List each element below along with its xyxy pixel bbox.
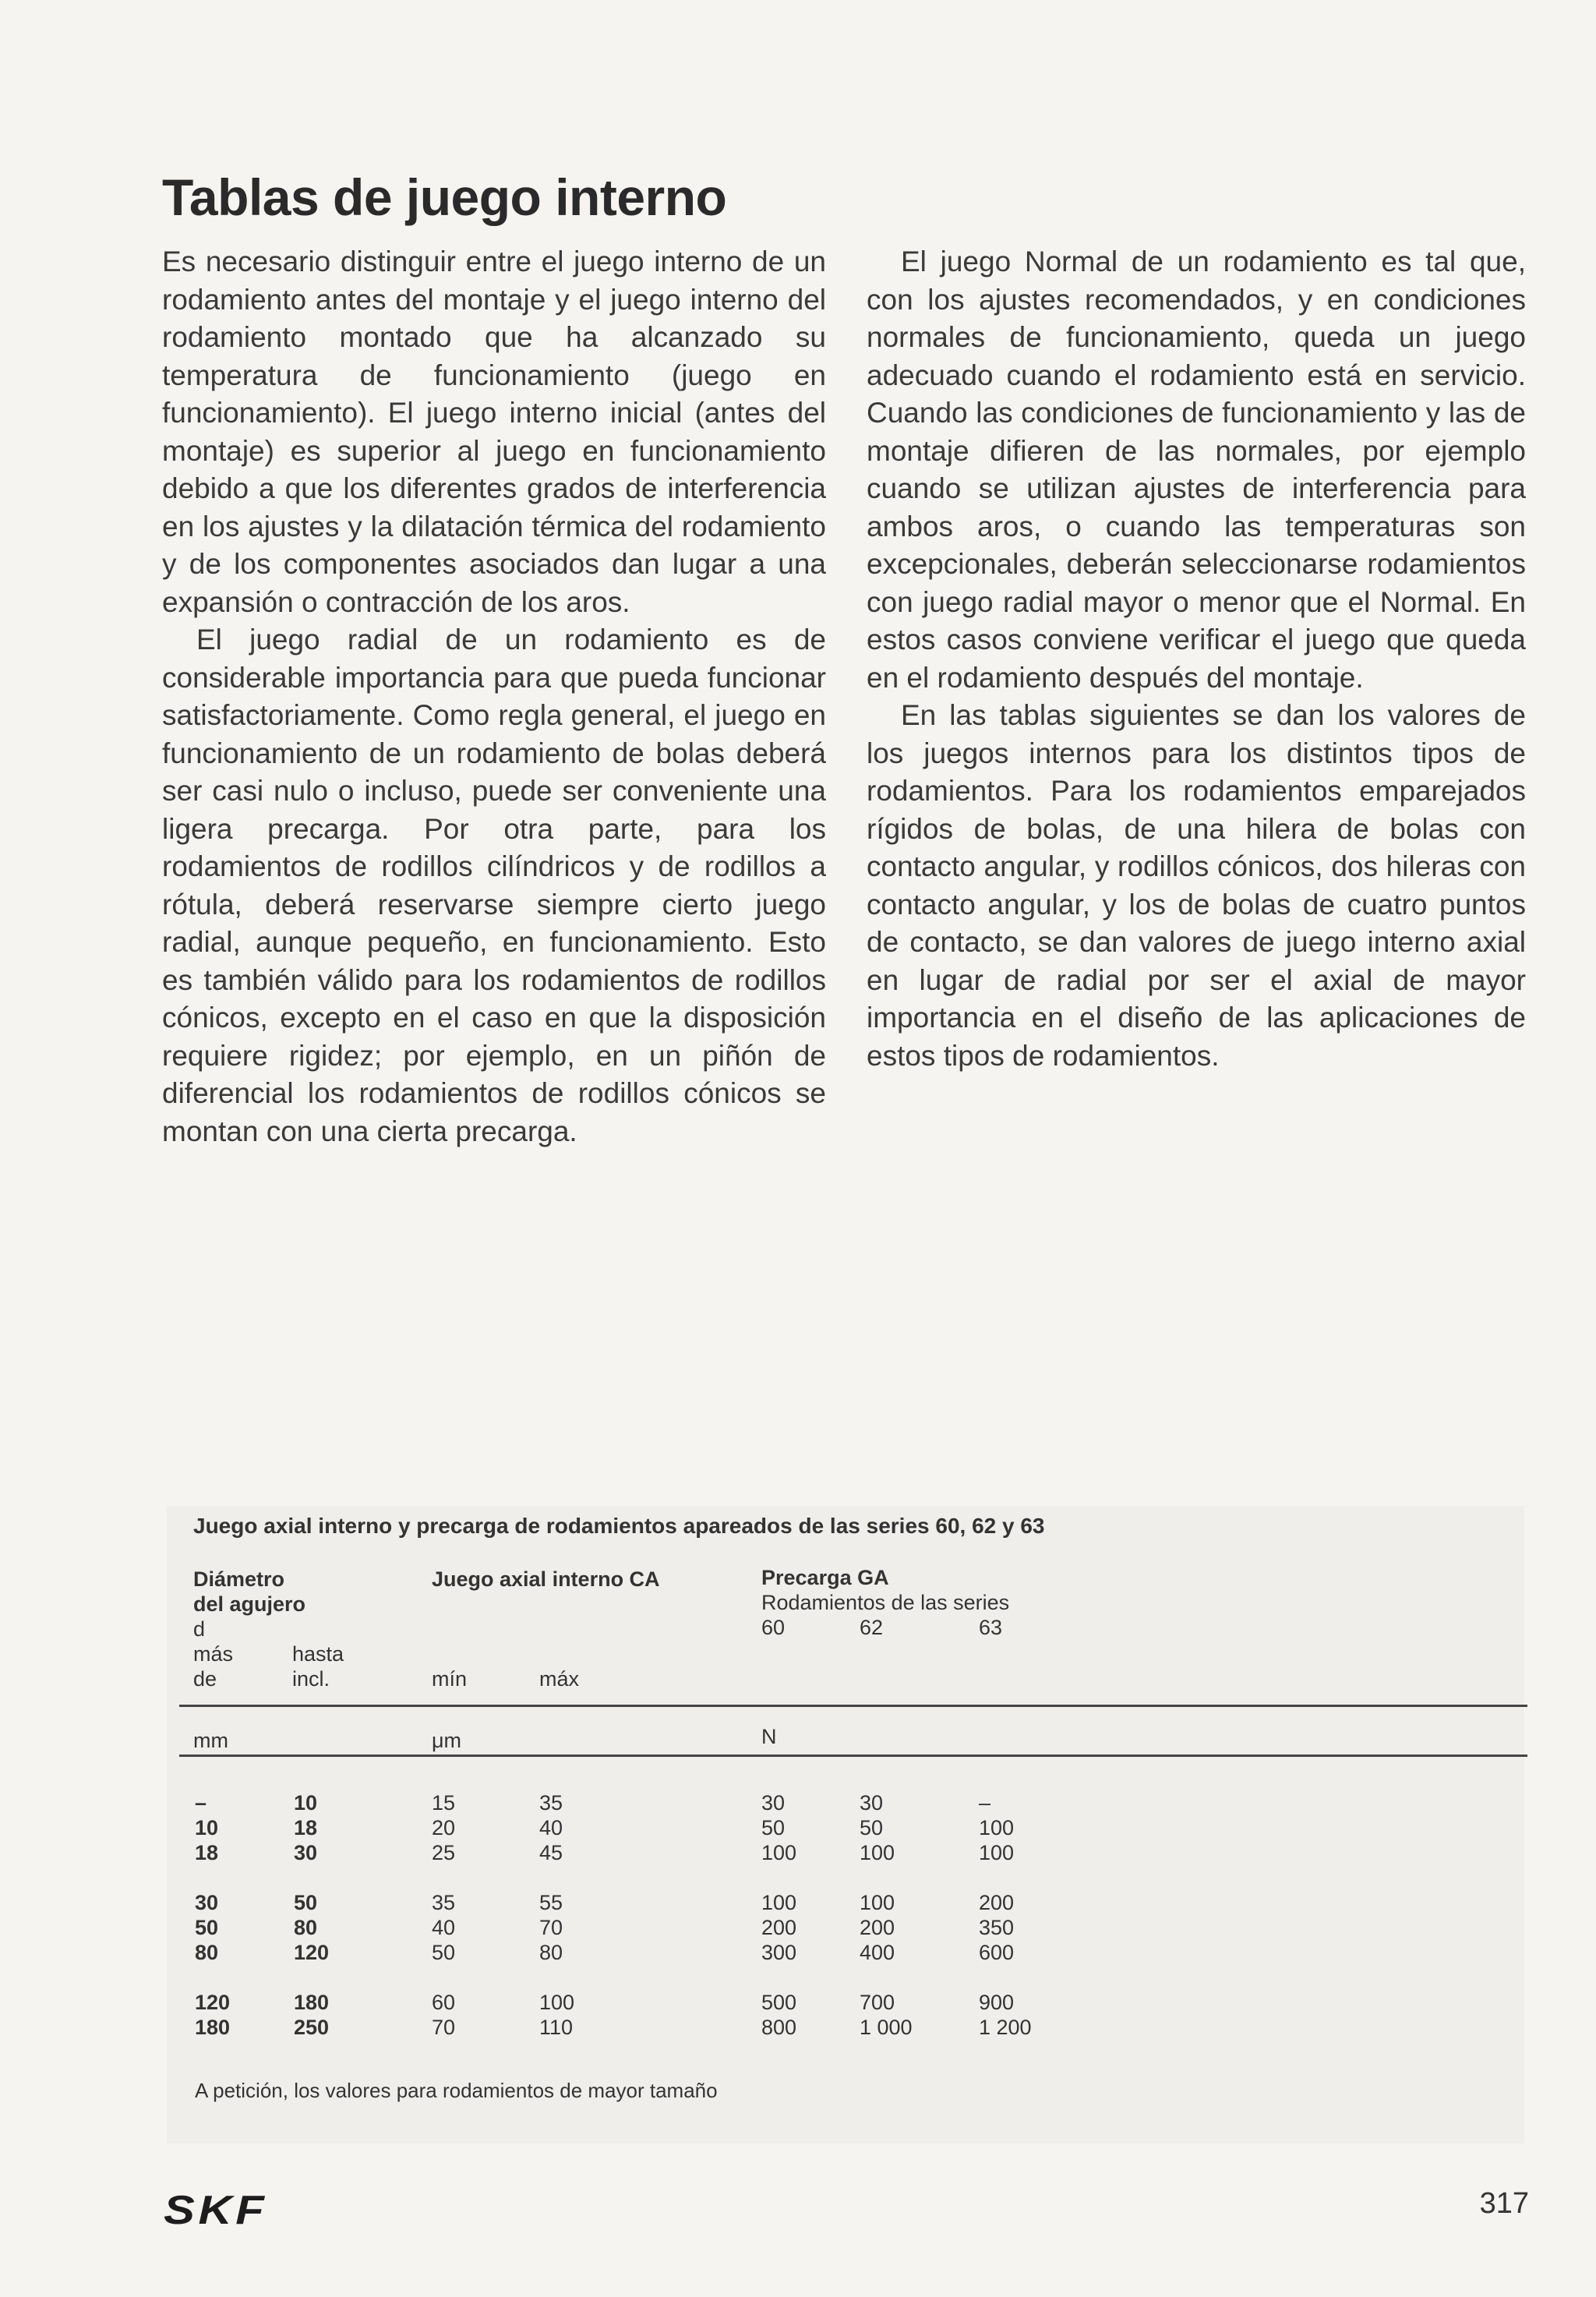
cell-to: 30	[294, 1841, 318, 1864]
cell-to: 50	[294, 1891, 318, 1914]
cell-g62: 400	[860, 1941, 895, 1964]
cell-from: 18	[195, 1841, 219, 1864]
cell-max: 70	[539, 1916, 563, 1939]
cell-min: 60	[432, 1991, 456, 2014]
cell-g62: 100	[860, 1891, 895, 1914]
cell-g62: 1 000	[860, 2016, 913, 2039]
cell-from: 30	[195, 1891, 219, 1914]
header-max: máx	[539, 1667, 580, 1691]
cell-from: 10	[195, 1816, 219, 1839]
cell-g60: 800	[761, 2016, 797, 2039]
cell-to: 18	[294, 1816, 318, 1839]
header-preload: Precarga GA	[761, 1566, 889, 1589]
cell-g60: 200	[761, 1916, 797, 1939]
cell-g63: 600	[979, 1941, 1015, 1964]
header-mas: más	[193, 1642, 234, 1666]
cell-max: 35	[539, 1791, 563, 1815]
cell-max: 55	[539, 1891, 563, 1914]
cell-to: 120	[294, 1941, 330, 1964]
cell-g63: –	[979, 1791, 991, 1815]
cell-to: 10	[294, 1791, 318, 1815]
header-mas: de	[193, 1667, 217, 1691]
paragraph: En las tablas siguientes se dan los valores de los juegos internos para los distintos tipos de rodamientos. Para los rodamientos emparejados rígidos de bolas, de una hilera de bolas con contacto angular, y rodillos cónicos, dos hileras con contacto angular, y los de bolas de cuatro puntos de contacto, se dan valores de juego interno axial en lugar de radial por ser el axial de mayor importancia en el diseño de las aplicaciones de estos tipos de rodamientos.	[867, 699, 1526, 1072]
header-min: mín	[432, 1667, 468, 1691]
header-series-62: 62	[860, 1616, 884, 1639]
table-footnote: A petición, los valores para rodamientos de mayor tamaño	[195, 2079, 718, 2102]
header-clearance: Juego axial interno CA	[432, 1567, 660, 1591]
header-diameter: Diámetro	[193, 1567, 285, 1591]
cell-min: 70	[432, 2016, 456, 2039]
cell-g62: 50	[860, 1816, 884, 1839]
cell-to: 180	[294, 1991, 330, 2014]
header-diameter-symbol: d	[193, 1617, 206, 1641]
cell-g63: 100	[979, 1816, 1015, 1839]
table-caption: Juego axial interno y precarga de rodamientos apareados de las series 60, 62 y 63	[193, 1514, 1045, 1538]
cell-min: 25	[432, 1841, 456, 1864]
cell-to: 250	[294, 2016, 330, 2039]
right-column	[867, 243, 1526, 1075]
header-hasta: incl.	[292, 1667, 330, 1691]
cell-to: 80	[294, 1916, 318, 1939]
cell-g60: 500	[761, 1991, 797, 2014]
cell-g60: 50	[761, 1816, 786, 1839]
cell-min: 40	[432, 1916, 456, 1939]
cell-g62: 30	[860, 1791, 884, 1815]
cell-g63: 900	[979, 1991, 1015, 2014]
cell-g62: 100	[860, 1841, 895, 1864]
cell-from: 120	[195, 1991, 231, 2014]
paragraph: El juego Normal de un rodamiento es tal que, con los ajustes recomendados, y en condiciones normales de funcionamiento, queda un juego adecuado cuando el rodamiento está en servicio. Cuando las condiciones de funcionamiento y las de montaje difieren de las normales, por ejemplo cuando se utilizan ajustes de interferencia para ambos aros, o cuando las temperaturas son excepcionales, deberán seleccionarse rodamientos con juego radial mayor o menor que el Normal. En estos casos conviene verificar el juego que queda en el rodamiento después del montaje.	[867, 246, 1526, 694]
paragraph: Es necesario distinguir entre el juego interno de un rodamiento antes del montaje y el juego interno del rodamiento montado que ha alcanzado su temperatura de funcionamiento (juego en funcionamiento). El juego interno inicial (antes del montaje) es superior al juego en funcionamiento debido a que los diferentes grados de interferencia en los ajustes y la dilatación térmica del rodamiento y de los componentes asociados dan lugar a una expansión o contracción de los aros.	[162, 246, 826, 618]
cell-min: 15	[432, 1791, 456, 1815]
cell-max: 45	[539, 1841, 563, 1864]
unit-n: N	[761, 1725, 777, 1748]
unit-mm: mm	[193, 1729, 228, 1752]
skf-logo: SKF	[164, 2188, 268, 2233]
page-number: 317	[1479, 2187, 1529, 2220]
cell-from: 180	[195, 2016, 231, 2039]
header-series-63: 63	[979, 1616, 1003, 1639]
cell-min: 20	[432, 1816, 456, 1839]
cell-min: 35	[432, 1891, 456, 1914]
cell-g60: 30	[761, 1791, 786, 1815]
cell-g63: 100	[979, 1841, 1015, 1864]
cell-g60: 100	[761, 1841, 797, 1864]
cell-g60: 300	[761, 1941, 797, 1964]
cell-g63: 200	[979, 1891, 1015, 1914]
page-title: Tablas de juego interno	[162, 168, 727, 226]
cell-min: 50	[432, 1941, 456, 1964]
header-hasta: hasta	[292, 1642, 344, 1666]
header-diameter: del agujero	[193, 1592, 306, 1616]
cell-g62: 200	[860, 1916, 895, 1939]
header-series-60: 60	[761, 1616, 786, 1639]
cell-max: 110	[539, 2016, 574, 2039]
cell-max: 40	[539, 1816, 563, 1839]
cell-from: 50	[195, 1916, 219, 1939]
table-rule	[179, 1755, 1527, 1757]
table-rule	[179, 1705, 1527, 1707]
cell-g63: 350	[979, 1916, 1015, 1939]
cell-max: 80	[539, 1941, 563, 1964]
cell-g63: 1 200	[979, 2016, 1032, 2039]
paragraph: El juego radial de un rodamiento es de considerable importancia para que pueda funcionar satisfactoriamente. Como regla general, el juego en funcionamiento de un rodamiento de bolas deberá ser casi nulo o incluso, puede ser conveniente una ligera precarga. Por otra parte, para los rodamientos de rodillos cilíndricos y de rodillos a rótula, deberá reservarse siempre cierto juego radial, aunque pequeño, en funcionamiento. Esto es también válido para los rodamientos de rodillos cónicos, excepto en el caso en que la disposición requiere rigidez; por ejemplo, en un piñón de diferencial los rodamientos de rodillos cónicos se montan con una cierta precarga.	[162, 624, 826, 1147]
header-preload-sub: Rodamientos de las series	[761, 1591, 1010, 1614]
unit-um: μm	[432, 1729, 462, 1752]
cell-g62: 700	[860, 1991, 895, 2014]
cell-from: 80	[195, 1941, 219, 1964]
left-column	[162, 243, 826, 1150]
cell-max: 100	[539, 1991, 575, 2014]
cell-g60: 100	[761, 1891, 797, 1914]
cell-from: –	[195, 1791, 207, 1815]
